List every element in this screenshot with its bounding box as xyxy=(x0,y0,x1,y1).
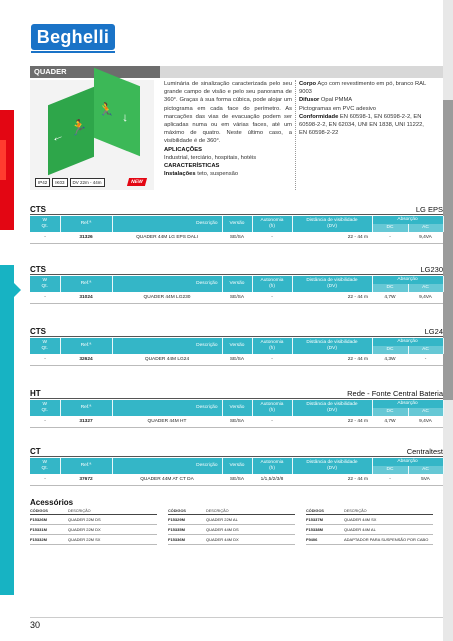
running-man-icon: 🏃 xyxy=(98,99,115,121)
ik-badge: IK03 xyxy=(52,178,67,187)
accessory-code: F15326M xyxy=(30,517,47,522)
accessory-description: QUADER 22M DS xyxy=(68,517,101,522)
accessory-list-header: CÓDIGOS DESCRIÇÃO xyxy=(168,509,295,515)
brand-logo-underline xyxy=(31,51,115,53)
diffuser-text: Opal PMMA xyxy=(320,97,353,104)
section-header xyxy=(30,327,443,337)
accessories-title: Acessórios xyxy=(30,498,74,507)
section-type: CTS xyxy=(30,205,46,214)
accessory-description: ADAPTADOR PARA SUSPENSÃO POR CABO xyxy=(344,537,429,542)
cell-autonomy: - xyxy=(252,232,292,244)
accessory-list xyxy=(30,509,157,545)
section-type: HT xyxy=(30,389,41,398)
cell-visibility: 22 - 44 m xyxy=(292,416,372,428)
product-section xyxy=(30,205,443,244)
col-header-description: Descrição xyxy=(112,216,222,232)
cell-description: QUADER 44M LG EPS DALI xyxy=(112,232,222,244)
product-header-bar xyxy=(30,66,443,78)
col-header-w-qty: W Qt. xyxy=(30,338,60,354)
accessory-list xyxy=(168,509,295,545)
left-accent-red-tab xyxy=(0,140,6,180)
cell-ref: 32624 xyxy=(60,354,112,366)
cell-qty: - xyxy=(30,292,60,304)
col-header-ac: AC xyxy=(408,346,443,354)
list-item xyxy=(168,525,295,535)
brand-logo: Beghelli xyxy=(31,24,115,50)
cell-dc: 4,7W xyxy=(372,416,408,428)
col-header-dc: DC xyxy=(372,284,408,292)
section-variant: LG230 xyxy=(420,265,443,274)
cell-ac: 9,4VA xyxy=(408,416,443,428)
arrow-down-icon: ↓ xyxy=(122,109,128,126)
diffuser-label: Difusor xyxy=(299,97,320,104)
section-header xyxy=(30,447,443,457)
product-image xyxy=(30,80,154,190)
col-header-dc: DC xyxy=(372,224,408,232)
applications-text: Industrial, terciário, hospitais, hotéis xyxy=(164,154,257,161)
col-header-visibility: Distância de visibilidade (DV) xyxy=(292,216,372,232)
col-header-ac: AC xyxy=(408,284,443,292)
product-section xyxy=(30,265,443,304)
cell-visibility: 22 - 44 m xyxy=(292,292,372,304)
cell-dc: - xyxy=(372,474,408,486)
body-label: Corpo xyxy=(299,81,317,87)
cell-ac: - xyxy=(408,354,443,366)
cell-qty: - xyxy=(30,354,60,366)
product-specs xyxy=(299,80,433,137)
cell-ac: 5VA xyxy=(408,474,443,486)
col-header-description: Descrição xyxy=(112,400,222,416)
exit-sign-left-face xyxy=(48,87,94,176)
table-row xyxy=(30,416,443,428)
section-variant: LG EPS xyxy=(415,205,443,214)
cell-dc: 4,3W xyxy=(372,354,408,366)
new-badge: NEW xyxy=(127,178,147,186)
col-header-power: Absorção xyxy=(372,216,443,224)
right-edge-dark-bar xyxy=(443,100,453,400)
characteristics-label: CARACTERÍSTICAS xyxy=(164,163,220,170)
col-header-power: Absorção xyxy=(372,338,443,346)
col-header-autonomy: Autonomia (h) xyxy=(252,400,292,416)
conformity-label: Conformidade xyxy=(299,113,339,120)
col-header-version: Versão xyxy=(222,276,252,292)
col-header-autonomy: Autonomia (h) xyxy=(252,338,292,354)
product-table xyxy=(30,216,444,244)
accessory-code: F15329M xyxy=(168,517,185,522)
cell-ac: 9,4VA xyxy=(408,292,443,304)
accessory-description: QUADER 44M DS xyxy=(206,527,239,532)
col-header-visibility: Distância de visibilidade (DV) xyxy=(292,400,372,416)
col-header-w-qty: W Qt. xyxy=(30,458,60,474)
accessory-code: F15338M xyxy=(306,527,323,532)
cell-autonomy: - xyxy=(252,416,292,428)
conformity-text: EN 60598-1, EN 60598-2-2, EN 60598-2-2, EN 62034, UNI EN 1838, UNI 11222, EN 60598-2-22 xyxy=(299,113,424,137)
dv-badge: DV 22m - 44m xyxy=(70,178,105,187)
section-variant: Rede - Fonte Central Bateria xyxy=(347,389,443,398)
left-accent-teal xyxy=(0,265,14,595)
cell-ac: 9,4VA xyxy=(408,232,443,244)
cell-version: SE/SA xyxy=(222,292,252,304)
page-number: 30 xyxy=(30,620,41,630)
col-header-description: Descrição xyxy=(112,458,222,474)
accessory-list-header: CÓDIGOS DESCRIÇÃO xyxy=(306,509,433,515)
arrow-left-icon: ← xyxy=(52,126,64,146)
footer-line xyxy=(30,617,443,618)
cell-visibility: 22 - 44 m xyxy=(292,474,372,486)
cell-qty: - xyxy=(30,416,60,428)
cell-description: QUADER 44M AT CT DA xyxy=(112,474,222,486)
col-header-visibility: Distância de visibilidade (DV) xyxy=(292,338,372,354)
section-header xyxy=(30,205,443,215)
col-header-w-qty: W Qt. xyxy=(30,276,60,292)
col-header-dc: DC xyxy=(372,466,408,474)
section-header xyxy=(30,265,443,275)
col-header-power: Absorção xyxy=(372,276,443,284)
col-header-description: Descrição xyxy=(112,338,222,354)
cell-dc: - xyxy=(372,232,408,244)
product-table xyxy=(30,400,444,428)
accessory-description: QUADER 44M AL xyxy=(344,527,376,532)
list-item xyxy=(30,535,157,545)
list-item xyxy=(306,535,433,545)
cell-ref: 31024 xyxy=(60,292,112,304)
description-text: Luminária de sinalização caracterizada pelo seu grande campo de visão e pelo seu panorama de 360°. Graças à sua forma cúbica, pode alojar um pictograma em cada face do perímetro. As marcações das vias de evacuação podem ser aplicadas numa ou em várias faces, até um máximo de quatro. Neste último caso, a visibilidade é de 360°. xyxy=(164,81,292,145)
col-header-ref: Ref.ª xyxy=(60,458,112,474)
col-header-version: Versão xyxy=(222,458,252,474)
accessory-code: F15331M xyxy=(30,527,47,532)
applications-label: APLICAÇÕES xyxy=(164,146,203,153)
product-description xyxy=(164,80,292,178)
cell-qty: - xyxy=(30,232,60,244)
product-section xyxy=(30,447,443,486)
accessory-code: F15337M xyxy=(306,517,323,522)
accessory-description: QUADER 44M SX xyxy=(344,517,377,522)
body-text: Aço com revestimento em pó, branco RAL 9003 xyxy=(299,81,427,96)
list-item xyxy=(168,515,295,525)
accessory-list-header: CÓDIGOS DESCRIÇÃO xyxy=(30,509,157,515)
col-header-ref: Ref.ª xyxy=(60,276,112,292)
accessory-code: F15335M xyxy=(168,527,185,532)
cell-description: QUADER 44M LG24 xyxy=(112,354,222,366)
cell-version: SE/SA xyxy=(222,232,252,244)
col-header-ref: Ref.ª xyxy=(60,400,112,416)
cell-version: SE/SA xyxy=(222,416,252,428)
cell-visibility: 22 - 44 m xyxy=(292,232,372,244)
col-header-ac: AC xyxy=(408,224,443,232)
section-header xyxy=(30,389,443,399)
product-family-label: QUADER xyxy=(30,66,160,78)
section-type: CT xyxy=(30,447,41,456)
col-header-power: Absorção xyxy=(372,400,443,408)
ip-badge: IP42 xyxy=(35,178,50,187)
accessory-description: QUADER 44M DX xyxy=(206,537,239,542)
section-variant: Centraltest xyxy=(406,447,443,456)
cell-autonomy: 1/1,5/2/3/8 xyxy=(252,474,292,486)
col-header-power: Absorção xyxy=(372,458,443,466)
cell-autonomy: - xyxy=(252,354,292,366)
col-header-version: Versão xyxy=(222,400,252,416)
cell-description: QUADER 44M HT xyxy=(112,416,222,428)
col-header-autonomy: Autonomia (h) xyxy=(252,276,292,292)
cell-visibility: 22 - 44 m xyxy=(292,354,372,366)
col-header-ac: AC xyxy=(408,466,443,474)
accessory-list xyxy=(306,509,433,545)
list-item xyxy=(306,515,433,525)
pictograms-text: Pictogramas em PVC adesivo xyxy=(299,105,377,112)
col-header-autonomy: Autonomia (h) xyxy=(252,216,292,232)
cell-description: QUADER 44M LG230 xyxy=(112,292,222,304)
product-table xyxy=(30,338,444,366)
list-item xyxy=(30,515,157,525)
cell-ref: 31327 xyxy=(60,416,112,428)
exit-sign-right-face xyxy=(94,68,140,157)
installation-text: teto, suspensão xyxy=(197,171,239,178)
table-row xyxy=(30,292,443,304)
cell-ref: 31326 xyxy=(60,232,112,244)
accessory-description: QUADER 22M SX xyxy=(68,537,101,542)
col-header-ac: AC xyxy=(408,408,443,416)
product-section xyxy=(30,327,443,366)
table-row xyxy=(30,354,443,366)
product-table xyxy=(30,458,444,486)
top-band xyxy=(0,0,453,8)
accessory-code: F15332M xyxy=(30,537,47,542)
list-item xyxy=(306,525,433,535)
running-man-icon: 🏃 xyxy=(70,115,88,139)
cell-ref: 37672 xyxy=(60,474,112,486)
table-row xyxy=(30,232,443,244)
col-header-visibility: Distância de visibilidade (DV) xyxy=(292,458,372,474)
col-header-dc: DC xyxy=(372,346,408,354)
col-header-ref: Ref.ª xyxy=(60,216,112,232)
col-header-visibility: Distância de visibilidade (DV) xyxy=(292,276,372,292)
col-header-dc: DC xyxy=(372,408,408,416)
accessory-code: F9406 xyxy=(306,537,318,542)
list-item xyxy=(168,535,295,545)
cell-autonomy: - xyxy=(252,292,292,304)
col-header-w-qty: W Qt. xyxy=(30,216,60,232)
col-header-autonomy: Autonomia (h) xyxy=(252,458,292,474)
col-header-version: Versão xyxy=(222,216,252,232)
installation-label: Instalações xyxy=(164,171,196,178)
product-badges xyxy=(35,178,105,187)
list-item xyxy=(30,525,157,535)
left-teal-arrow-icon xyxy=(14,283,21,297)
column-divider xyxy=(295,80,296,190)
product-table xyxy=(30,276,444,304)
accessory-code: F15336M xyxy=(168,537,185,542)
table-row xyxy=(30,474,443,486)
cell-version: SE/SA xyxy=(222,354,252,366)
accessory-description: QUADER 22M DX xyxy=(68,527,101,532)
cell-version: SE/SA xyxy=(222,474,252,486)
section-type: CTS xyxy=(30,327,46,336)
col-header-ref: Ref.ª xyxy=(60,338,112,354)
col-header-w-qty: W Qt. xyxy=(30,400,60,416)
section-type: CTS xyxy=(30,265,46,274)
col-header-description: Descrição xyxy=(112,276,222,292)
cell-dc: 4,7W xyxy=(372,292,408,304)
accessory-description: QUADER 22M AL xyxy=(206,517,238,522)
product-section xyxy=(30,389,443,428)
section-variant: LG24 xyxy=(424,327,443,336)
cell-qty: - xyxy=(30,474,60,486)
col-header-version: Versão xyxy=(222,338,252,354)
